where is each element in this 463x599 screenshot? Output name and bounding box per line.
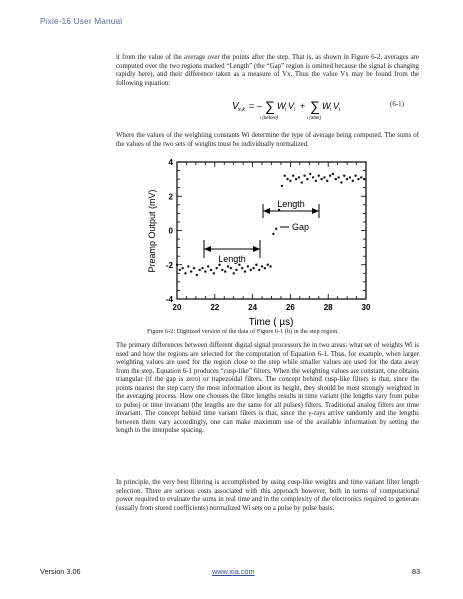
svg-text:V: V bbox=[232, 101, 239, 112]
paragraph-processors: The primary differences between different digital signal processors lie in two areas: what set of weights Wi is used and how the regions are selected for the computation of Equation 6-1. Thus, for example, when larger weighting values are used for the region close to the step while smaller values are used for the data away from the step, Equation 6-1 produces “cusp-like” filters. When the weighting values are constant, one obtains triangular (if the gap is zero) or trapezoidal filters. The concept behind cusp-like filters is that, since the points nearest the step carry the most information about its height, they should be most strongly weighted in the averaging process. How one chooses the filter lengths results in time variant (the lengths vary from pulse to pulse) or time invariant (the lengths are the same for all pulses) filters. Traditional analog filters are time invariant. The concept behind time variant filters is that, since the γ-rays arrive randomly and the lengths between them vary accordingly, one can make maximum use of the available information by setting the length to the interpulse spacing. bbox=[116, 342, 419, 434]
data-point bbox=[346, 178, 348, 180]
x-tick-label: 24 bbox=[248, 303, 258, 312]
data-point bbox=[176, 264, 178, 266]
data-point bbox=[235, 269, 237, 271]
y-tick-labels bbox=[166, 158, 174, 304]
x-tick-label: 30 bbox=[361, 303, 371, 312]
data-point bbox=[264, 267, 266, 269]
data-point bbox=[244, 270, 246, 272]
data-point bbox=[332, 173, 334, 175]
data-point bbox=[315, 180, 317, 182]
x-tick-label: 28 bbox=[323, 303, 333, 312]
data-point bbox=[292, 175, 294, 177]
annotation-gap: Gap bbox=[292, 222, 310, 232]
data-point bbox=[184, 272, 186, 274]
chart-plot-frame bbox=[177, 162, 366, 299]
data-point bbox=[247, 265, 249, 267]
data-point bbox=[284, 175, 286, 177]
data-point bbox=[343, 175, 345, 177]
gap-marker bbox=[280, 222, 309, 232]
svg-text:V: V bbox=[288, 101, 295, 111]
svg-text:W: W bbox=[277, 101, 286, 111]
chart-points bbox=[176, 173, 366, 276]
data-point bbox=[320, 178, 322, 180]
svg-text:∑: ∑ bbox=[265, 98, 275, 114]
data-point bbox=[303, 175, 305, 177]
data-point bbox=[269, 265, 271, 267]
data-point bbox=[187, 265, 189, 267]
paragraph-intro: it from the value of the average over the points after the step. That is, as shown in Figure 6-2, averages are computed over the two regions marked “Length” (the “Gap” region is omitted because the signal is changing rapidly here), and their difference taken as a measure of Vx. Thus the value Vx may be found from the following equation: bbox=[116, 54, 419, 87]
svg-text:i: i bbox=[339, 107, 341, 113]
svg-text:i: i bbox=[294, 107, 296, 113]
data-point bbox=[312, 176, 314, 178]
data-point bbox=[309, 173, 311, 175]
data-point bbox=[349, 176, 351, 178]
data-point bbox=[301, 181, 303, 183]
length-arrow-left bbox=[204, 240, 260, 264]
footer-link[interactable]: www.xia.com bbox=[212, 567, 255, 576]
x-tick-label: 20 bbox=[172, 303, 182, 312]
data-point bbox=[241, 267, 243, 269]
data-point bbox=[233, 272, 235, 274]
data-point bbox=[272, 233, 274, 235]
svg-text:i: i bbox=[330, 107, 332, 113]
equation-number: (6-1) bbox=[390, 100, 404, 108]
x-tick-labels bbox=[173, 303, 371, 312]
y-tick-label: 0 bbox=[168, 226, 173, 236]
svg-text:W: W bbox=[322, 101, 331, 111]
data-point bbox=[354, 175, 356, 177]
svg-text:i (before): i (before) bbox=[260, 115, 279, 120]
svg-text:= –: = – bbox=[249, 101, 262, 111]
data-point bbox=[337, 176, 339, 178]
data-point bbox=[289, 180, 291, 182]
data-point bbox=[360, 176, 362, 178]
y-axis-label: Preamp Output (mV) bbox=[147, 189, 157, 273]
data-point bbox=[340, 181, 342, 183]
paragraph-weighting: Where the values of the weighting constants Wi determine the type of average being computed. The sums of the values of the two sets of weights must be individually normalized. bbox=[116, 132, 419, 148]
data-point bbox=[213, 272, 215, 274]
data-point bbox=[207, 265, 209, 267]
svg-text:x,k: x,k bbox=[238, 107, 246, 113]
data-point bbox=[306, 178, 308, 180]
data-point bbox=[204, 270, 206, 272]
footer-version: Version 3.06 bbox=[40, 567, 81, 576]
data-point bbox=[230, 267, 232, 269]
data-point bbox=[210, 269, 212, 271]
svg-text:i: i bbox=[285, 107, 287, 113]
data-point bbox=[179, 269, 181, 271]
chart-ticks bbox=[177, 162, 366, 299]
data-point bbox=[329, 175, 331, 177]
data-point bbox=[190, 270, 192, 272]
preamp-output-chart bbox=[140, 152, 380, 330]
data-point bbox=[201, 267, 203, 269]
data-point bbox=[196, 274, 198, 276]
data-point bbox=[252, 267, 254, 269]
data-point bbox=[267, 264, 269, 266]
data-point bbox=[357, 178, 359, 180]
data-point bbox=[193, 267, 195, 269]
data-point bbox=[275, 228, 277, 230]
page-header-title: Pixie-16 User Manual bbox=[40, 17, 123, 26]
paragraph-principle: In principle, the very best filtering is accomplished by using cusp-like weights and time variant filter length selection. There are serious costs associated with this approach however, both in terms of computational power required to evaluate the sums in real time and in the complexity of the electronics required to generate (usually from stored coefficients) normalized Wi sets on a pulse by pulse basis. bbox=[116, 479, 419, 512]
annotation-length-right: Length bbox=[277, 199, 305, 209]
data-point bbox=[227, 265, 229, 267]
x-tick-label: 26 bbox=[285, 303, 295, 312]
data-point bbox=[221, 269, 223, 271]
data-point bbox=[286, 178, 288, 180]
data-point bbox=[255, 264, 257, 266]
data-point bbox=[224, 270, 226, 272]
data-point bbox=[363, 178, 365, 180]
y-tick-label: 4 bbox=[168, 158, 173, 167]
data-point bbox=[352, 180, 354, 182]
data-point bbox=[261, 265, 263, 267]
data-point bbox=[181, 267, 183, 269]
length-arrow-right bbox=[263, 199, 319, 218]
data-point bbox=[318, 175, 320, 177]
data-point bbox=[323, 176, 325, 178]
footer-page-number: 83 bbox=[412, 567, 421, 576]
equation-6-1 bbox=[232, 97, 392, 123]
data-point bbox=[295, 178, 297, 180]
data-point bbox=[281, 185, 283, 187]
annotation-length-left: Length bbox=[218, 254, 246, 264]
x-axis-label: Time ( µs) bbox=[248, 317, 294, 328]
data-point bbox=[250, 269, 252, 271]
y-tick-label: 2 bbox=[168, 192, 173, 202]
data-point bbox=[335, 178, 337, 180]
svg-text:∑: ∑ bbox=[310, 98, 320, 114]
svg-text:+: + bbox=[300, 101, 306, 111]
svg-text:i (after): i (after) bbox=[307, 115, 322, 120]
data-point bbox=[298, 176, 300, 178]
data-point bbox=[198, 269, 200, 271]
data-point bbox=[326, 180, 328, 182]
data-point bbox=[258, 269, 260, 271]
y-tick-label: -4 bbox=[165, 295, 173, 304]
x-tick-label: 22 bbox=[210, 303, 220, 312]
svg-text:V: V bbox=[333, 101, 340, 111]
data-point bbox=[215, 267, 217, 269]
figure-caption: Figure 6-2: Digitized version of the data of Figure 6-1 (b) in the step region. bbox=[147, 328, 339, 335]
y-tick-label: -2 bbox=[165, 260, 173, 270]
